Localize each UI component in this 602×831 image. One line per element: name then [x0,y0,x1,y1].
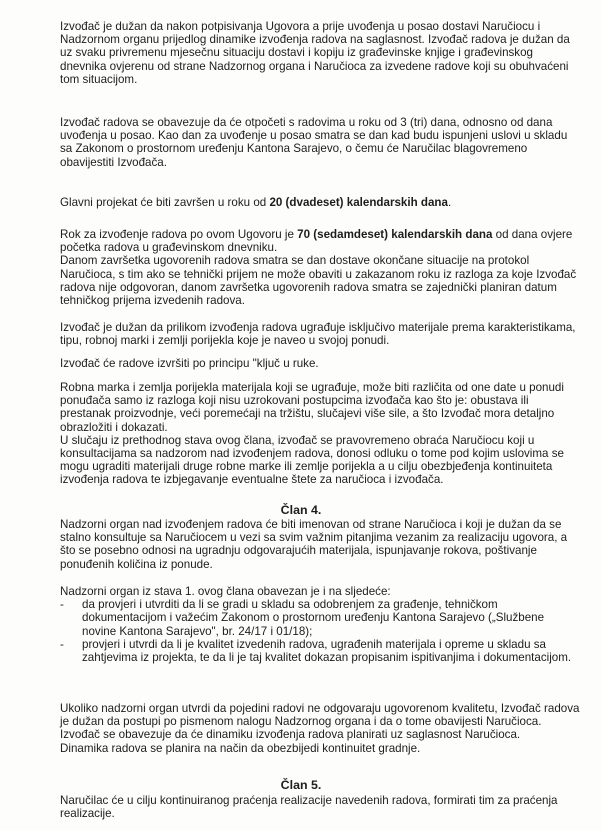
article-heading-4: Član 4. [280,503,322,517]
bullet-dash: - [60,637,64,651]
paragraph-main-project-deadline [60,196,580,209]
paragraph-text: Dinamika radova se planira na način da obezbijedi kontinuitet gradnje. [60,741,421,755]
text-run: Glavni projekat će biti završen u roku od [60,196,270,209]
paragraph-text: Nadzorni organ nad izvođenjem radova će biti imenovan od strane Naručioca i koji je dužan da se stalno konsultuje sa Naručiocem u vezi sa svim važnim pitanjima vezanim za realizaciju ugovora, a što se posebno odnosi na ugradnju odgovarajućih materijala, ispunjavanje rokova, poštivanje ponuđenih količina iz ponude. [60,518,568,571]
paragraph-works-deadline [60,228,580,307]
paragraph-text: Izvođač radova se obavezuje da će otpočeti s radovima u roku od 3 (tri) dana, odnosno od dana uvođenja u posao. Kao dan za uvođenje u posao smatra se dan kad budu ispunjeni uslovi u skladu sa Zakonom o prostornom uređenju Kantona Sarajevo, o čemu će Naručilac blagovremeno obavijestiti Izvođača. [60,116,568,169]
text-run: Rok za izvođenje radova po ovom Ugovoru je [60,228,298,241]
paragraph-monitoring-team [60,794,580,820]
paragraph-text: Izvođač se obavezuje da će dinamiku izvođenja radova planirati uz saglasnost Naručioca. [60,728,521,742]
paragraph-text: Ukoliko nadzorni organ utvrdi da pojedini radovi ne odgovaraju ugovorenom kvalitetu, Izvođač radova je dužan da postupi po pismenom nalogu Nadzornog organa i da o tome obavijesti Naručioca. [60,702,580,729]
list-item [60,598,580,638]
paragraph-text: Robna marka i zemlja porijekla materijala koji se ugrađuje, može biti različita od one date u ponudi ponuđača samo iz razloga koji nisu uzrokovani postupcima izvođača kao što je: obustava ili prestanak proizvodnje, veći poremećaji na tržištu, slučajevi više sile, a što Izvođač mora detaljno obrazložiti i dokazati. [60,381,564,434]
paragraph-quality [60,702,580,755]
list-item [60,638,580,664]
paragraph-text: Izvođač će radove izvršiti po principu "ključ u ruke. [60,357,319,370]
paragraph-text: Izvođač je dužan da nakon potpisivanja Ugovora a prije uvođenja u posao dostavi Naručiocu i Nadzornom organu prijedlog dinamike izvođenja radova na saglasnost. Izvođač radova je dužan da uz svaku privremenu mjesečnu situaciju dostavi i kopiju iz građevinske knjige i građevinskog dnevnika ovjerenu od strane Nadzornog organa i Naručioca za izvedene radove koji su obuhvaćeni tom situacijom. [60,20,570,86]
bold-deadline: 20 (dvadeset) kalendarskih dana [269,196,448,209]
paragraph-supervisor [60,518,580,571]
list-item-text: da provjeri i utvrditi da li se gradi u skladu sa odobrenjem za građenje, tehničkom dokumentacijom i važećim Zakonom o prostornom uređenju Kantona Sarajevo („Službene novine Kantona Sarajevo", br. 24/17 i 01/18); [82,598,545,638]
paragraph-dynamics [60,20,580,86]
paragraph-start-works [60,116,580,169]
bullet-dash: - [60,598,64,612]
article-heading-5: Član 5. [280,778,322,792]
paragraph-supervisor-duties [60,585,580,664]
text-run: od dana ovjere početka radova u građevinskom dnevniku. [60,228,573,255]
paragraph-text: Danom završetka ugovorenih radova smatra se dan dostave okončane situacije na protokol Naručioca, s tim ako se tehnički prijem ne može obaviti u zakazanom roku iz razloga za koje Izvođač radova nije odgovoran, danom završetka ugovorenih radova smatra se zajednički planiran datum tehničkog prijema izvedenih radova. [60,254,577,308]
paragraph-text: Izvođač je dužan da prilikom izvođenja radova ugrađuje isključivo materijale prema karakteristikama, tipu, robnoj marki i zemlji porijekla koje je naveo u svojoj ponudi. [60,321,576,348]
paragraph-text: U slučaju iz prethodnog stava ovog člana, izvođač se pravovremeno obraća Naručiocu koji u konsultacijama sa nadzorom nad izvođenjem radova, donosi odluku o tome pod kojim uslovima se mogu ugraditi materijali druge robne marke ili zemlje porijekla a u cilju obezbjeđenja kontinuiteta izvođenja radova te izbjegavanje eventualne štete za naručioca i izvođača. [60,433,564,487]
paragraph-materials [60,321,580,347]
paragraph-brand-origin [60,381,580,487]
paragraph-text: Nadzorni organ iz stava 1. ovog člana obavezan je i na sljedeće: [60,585,391,598]
list-item-text: provjeri i utvrdi da li je kvalitet izvedenih radova, ugrađenih materijala i opreme u skladu sa zahtjevima iz projekta, te da li je taj kvalitet dokazan propisanim ispitivanjima i dokumentacijom. [82,637,572,665]
bold-deadline: 70 (sedamdeset) kalendarskih dana [297,228,493,241]
paragraph-text: Naručilac će u cilju kontinuiranog praćenja realizacije navedenih radova, formirati tim za praćenja realizacije. [60,794,558,821]
paragraph-turnkey [60,357,580,370]
text-run: . [447,196,452,209]
